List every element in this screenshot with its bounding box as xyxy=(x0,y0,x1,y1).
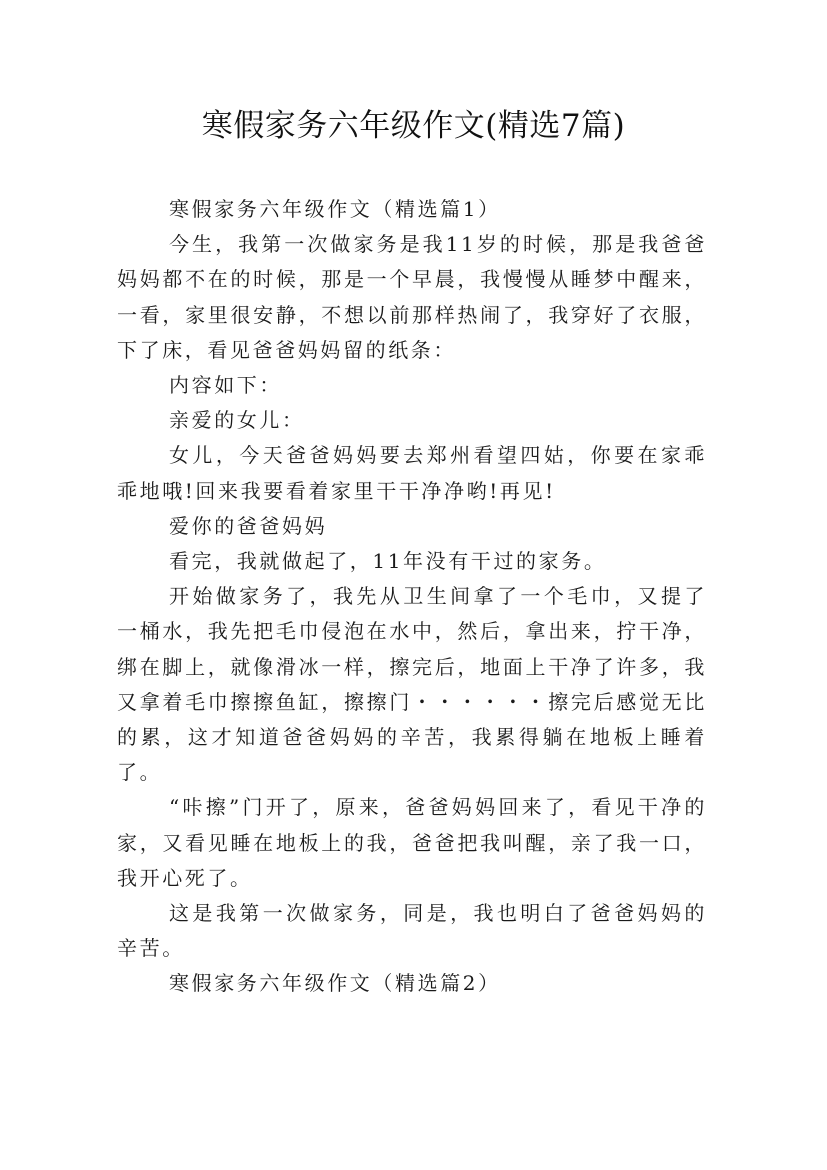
paragraph: 女儿，今天爸爸妈妈要去郑州看望四姑，你要在家乖乖地哦!回来我要看着家里干干净净哟!再见! xyxy=(117,443,707,503)
section-heading-2: 寒假家务六年级作文（精选篇2） xyxy=(169,971,501,996)
section-heading-1: 寒假家务六年级作文（精选篇1） xyxy=(169,197,501,221)
paragraph: 今生，我第一次做家务是我11岁的时候，那是我爸爸妈妈都不在的时候，那是一个早晨，我慢慢从睡梦中醒来，一看，家里很安静，不想以前那样热闹了，我穿好了衣服，下了床，看见爸爸妈妈留的纸条： xyxy=(117,232,707,362)
paragraph: 内容如下： xyxy=(169,373,282,398)
paragraph: 亲爱的女儿： xyxy=(169,408,305,433)
paragraph: 这是我第一次做家务，同是，我也明白了爸爸妈妈的辛苦。 xyxy=(117,901,707,961)
document-body xyxy=(117,192,707,1002)
paragraph: “咔擦”门开了，原来，爸爸妈妈回来了，看见干净的家，又看见睡在地板上的我，爸爸把我叫醒，亲了我一口，我开心死了。 xyxy=(117,795,707,890)
document-title: 寒假家务六年级作文(精选7篇) xyxy=(201,108,626,144)
paragraph: 看完，我就做起了，11年没有干过的家务。 xyxy=(169,549,607,574)
paragraph: 开始做家务了，我先从卫生间拿了一个毛巾，又提了一桶水，我先把毛巾侵泡在水中，然后，拿出来，拧干净，绑在脚上，就像滑冰一样，擦完后，地面上干净了许多，我又拿着毛巾擦擦鱼缸，擦擦门・・・・・・擦完后感觉无比的累，这才知道爸爸妈妈的辛苦，我累得躺在地板上睡着了。 xyxy=(117,584,707,785)
paragraph: 爱你的爸爸妈妈 xyxy=(169,513,328,538)
